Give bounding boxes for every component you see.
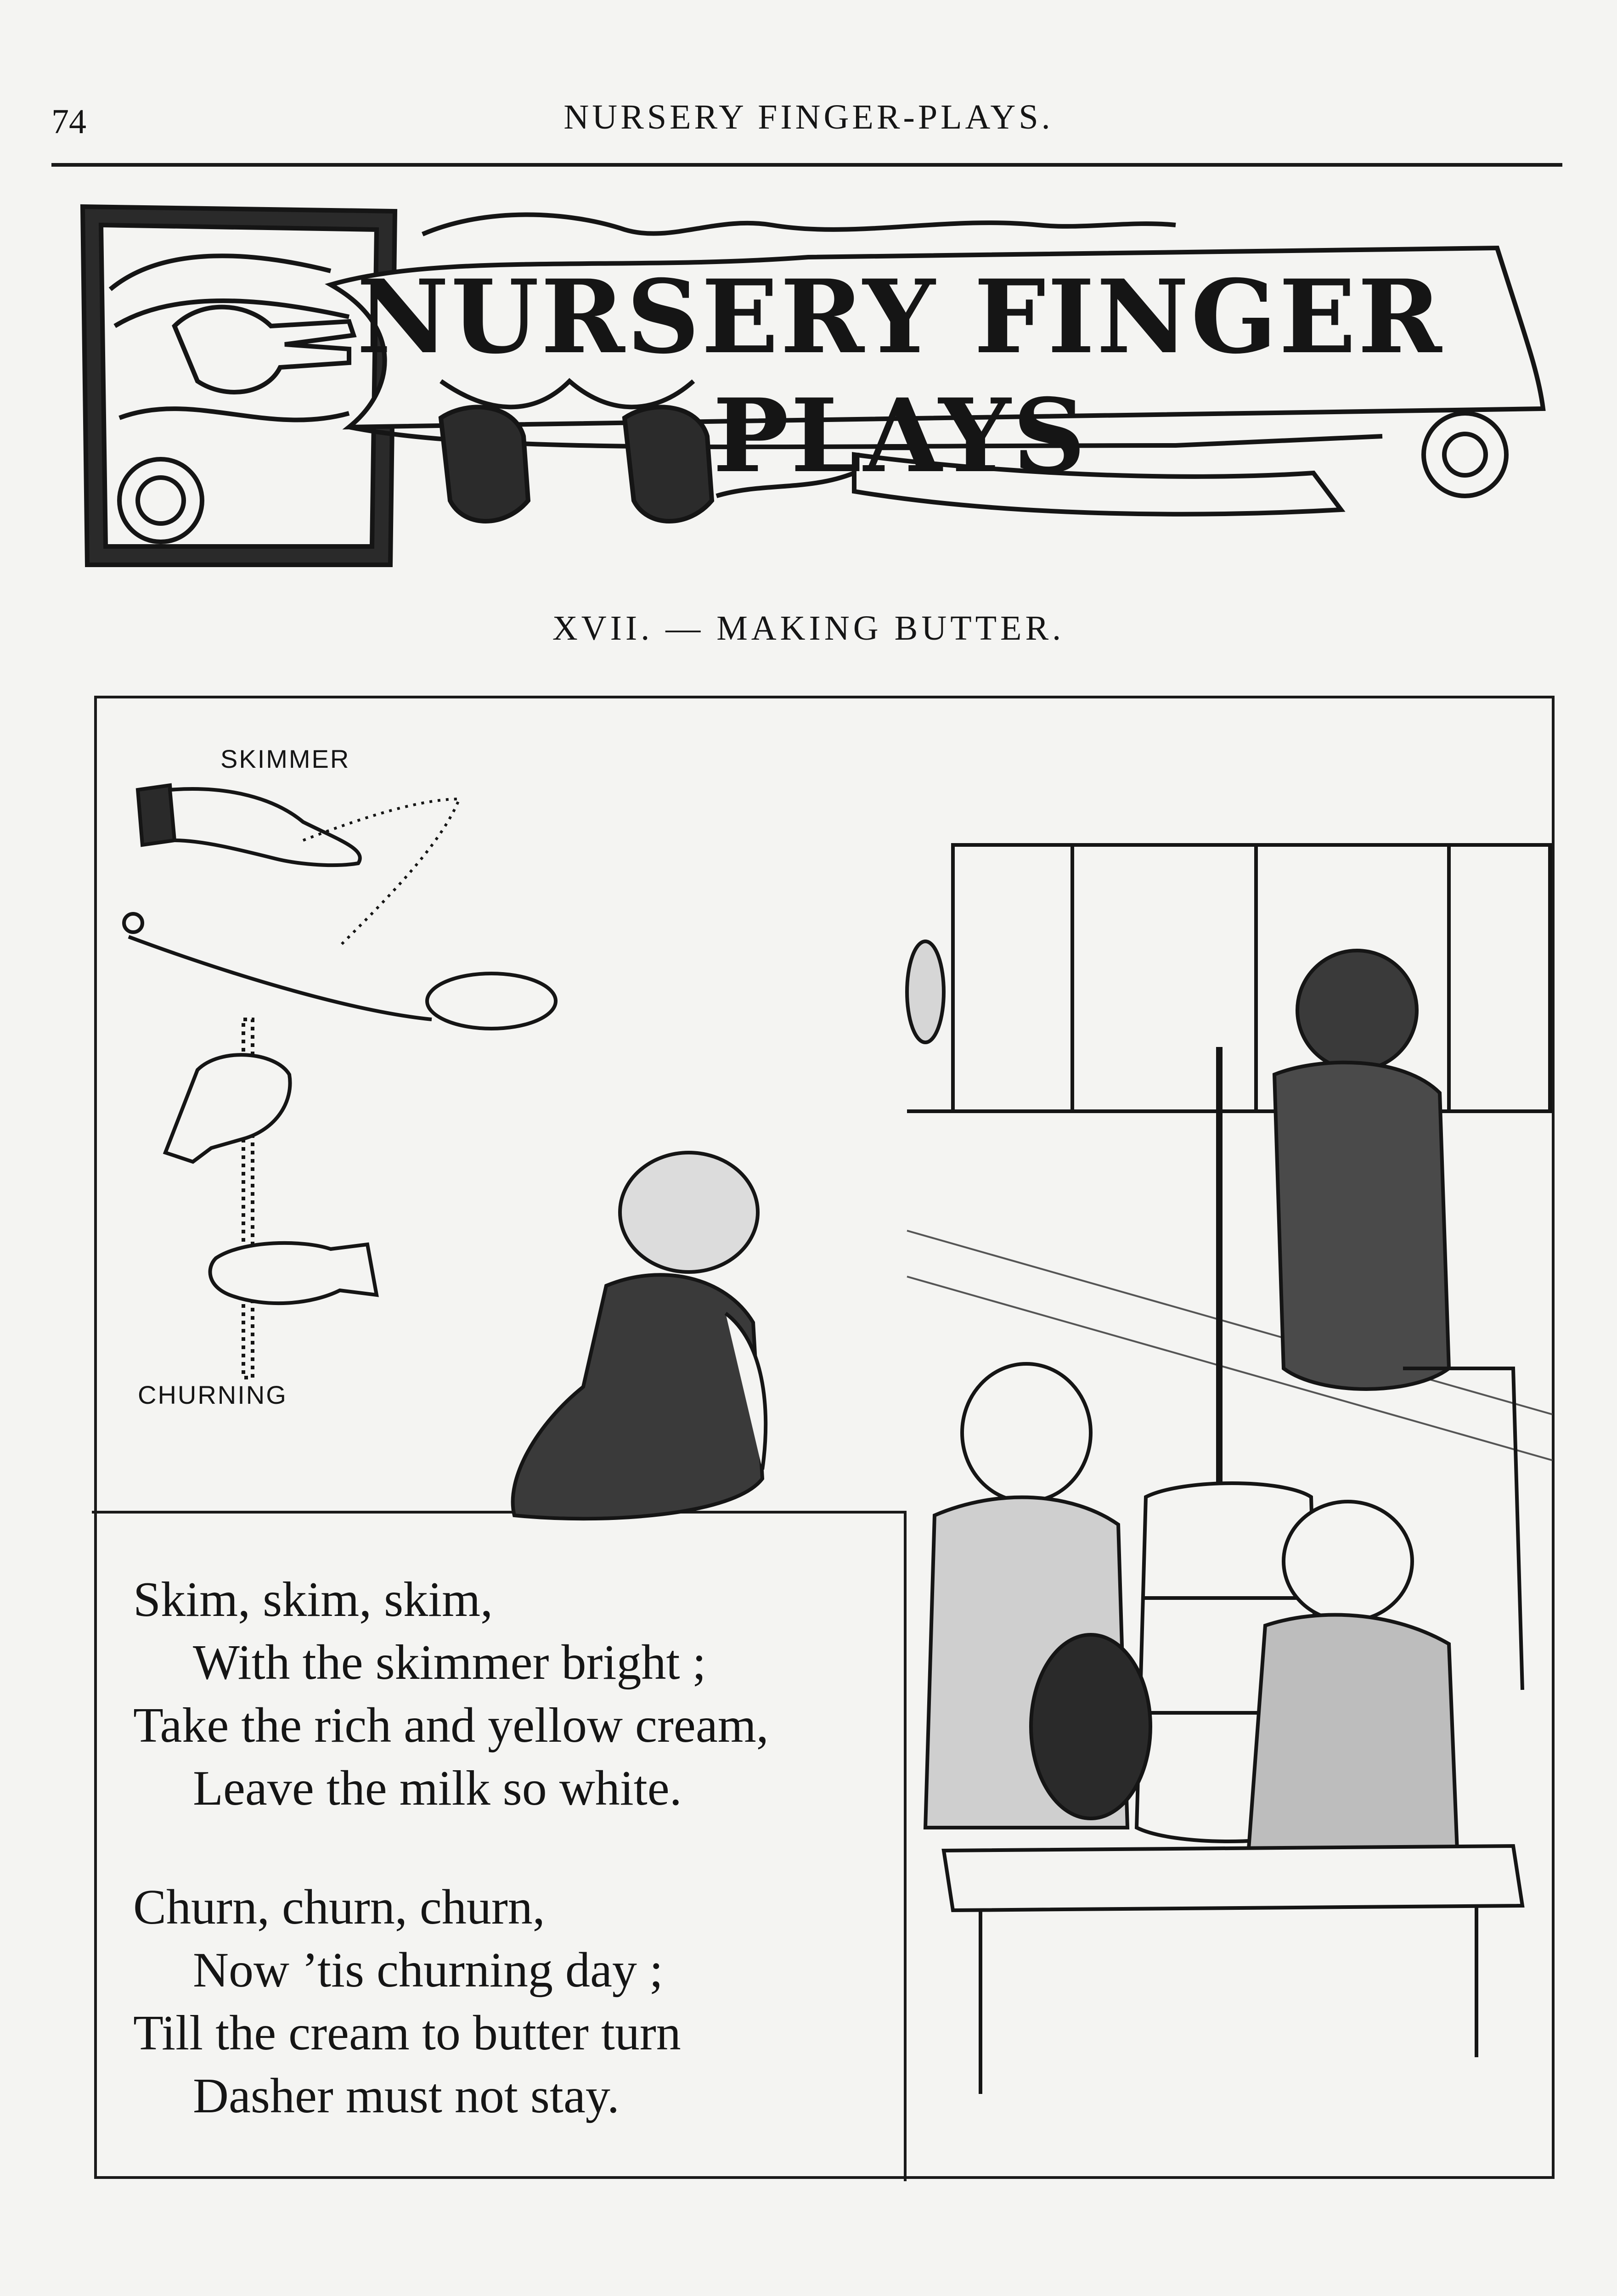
poem-line: With the skimmer bright ; <box>193 1635 706 1690</box>
frame-divider-vertical <box>904 1511 907 2181</box>
kitchen-churning-scene <box>907 817 1552 2177</box>
poem-line: Leave the milk so white. <box>193 1761 682 1816</box>
skimmer-label: SKIMMER <box>220 744 350 773</box>
churning-label: CHURNING <box>138 1380 287 1409</box>
running-title: NURSERY FINGER-PLAYS. <box>563 98 1054 136</box>
poem-line: Take the rich and yellow cream, <box>133 1698 769 1753</box>
page-number: 74 <box>51 102 86 141</box>
seated-girl-illustration <box>468 1148 817 1543</box>
poem-line: Dasher must not stay. <box>193 2069 620 2123</box>
poem-line: Skim, skim, skim, <box>133 1572 493 1627</box>
poem-stanza-1 <box>133 1572 769 1827</box>
churning-hands-illustration <box>138 1010 395 1387</box>
poem-line: Now ’tis churning day ; <box>193 1943 663 1998</box>
poem-stanza-2 <box>133 1880 681 2134</box>
poem-line: Till the cream to butter turn <box>133 2006 681 2060</box>
poem-line: Churn, churn, churn, <box>133 1880 545 1935</box>
banner-title: NURSERY FINGER PLAYS <box>356 257 1444 495</box>
section-title: XVII. — MAKING BUTTER. <box>552 609 1065 647</box>
header-rule <box>51 163 1562 167</box>
